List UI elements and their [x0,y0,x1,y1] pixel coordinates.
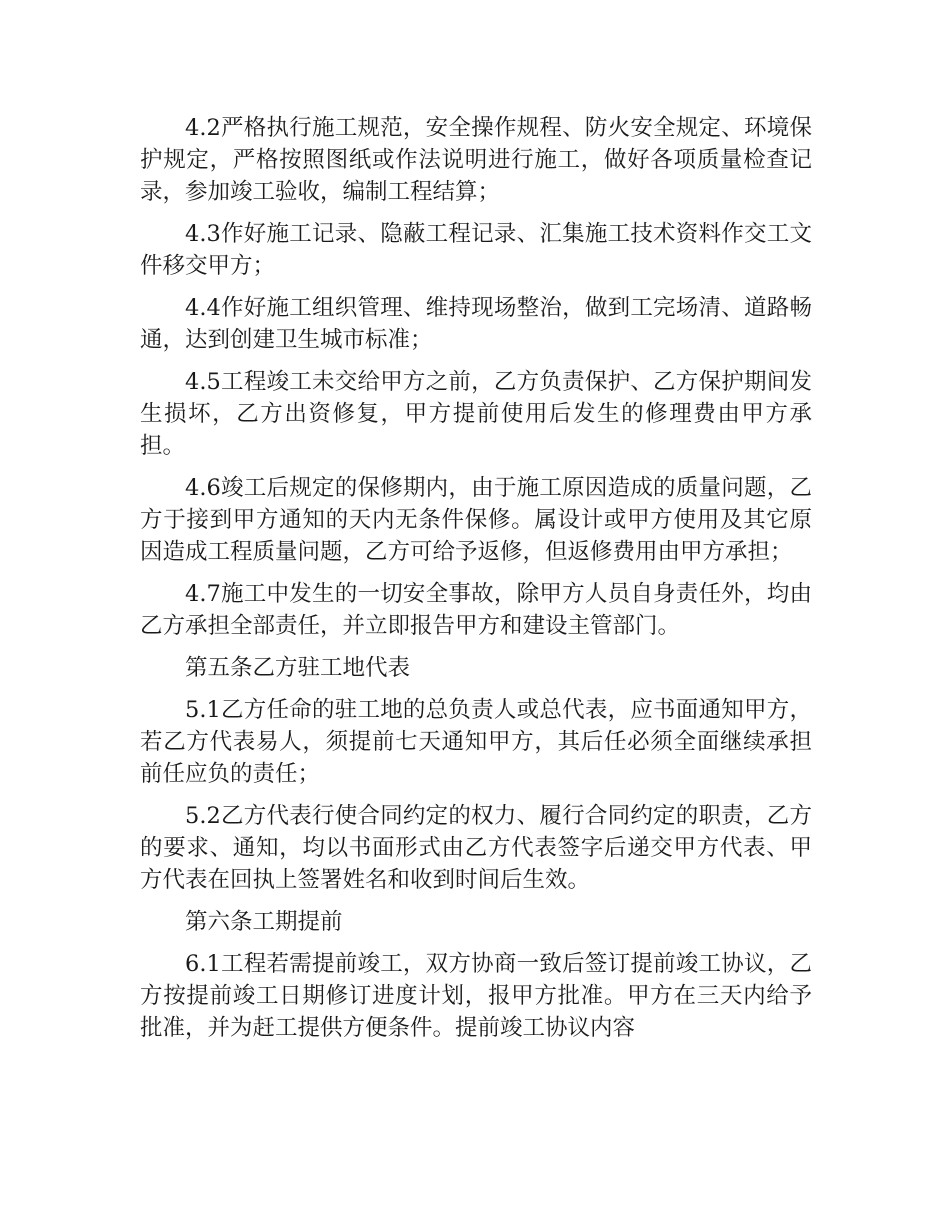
clause-4-7: 4.7施工中发生的一切安全事故，除甲方人员自身责任外，均由乙方承担全部责任，并立即报告甲方和建设主管部门。 [140,581,812,639]
clause-4-2: 4.2严格执行施工规范，安全操作规程、防火安全规定、环境保护规定，严格按照图纸或作法说明进行施工，做好各项质量检查记录，参加竣工验收，编制工程结算； [140,115,812,205]
clause-5-2: 5.2乙方代表行使合同约定的权力、履行合同约定的职责，乙方的要求、通知，均以书面形式由乙方代表签字后递交甲方代表、甲方代表在回执上签署姓名和收到时间后生效。 [140,803,812,893]
article-6-heading: 第六条工期提前 [185,909,343,935]
clause-4-4: 4.4作好施工组织管理、维持现场整治，做到工完场清、道路畅通，达到创建卫生城市标准； [140,295,812,353]
article-5-heading: 第五条乙方驻工地代表 [185,655,411,681]
clause-4-3: 4.3作好施工记录、隐蔽工程记录、汇集施工技术资料作交工文件移交甲方； [140,221,812,279]
clause-6-1: 6.1工程若需提前竣工，双方协商一致后签订提前竣工协议，乙方按提前竣工日期修订进度计划，报甲方批准。甲方在三天内给予批准，并为赶工提供方便条件。提前竣工协议内容 [140,951,812,1041]
clause-5-1: 5.1乙方任命的驻工地的总负责人或总代表，应书面通知甲方，若乙方代表易人，须提前七天通知甲方，其后任必须全面继续承担前任应负的责任； [140,697,812,787]
document-page [140,112,812,1054]
clause-4-6: 4.6竣工后规定的保修期内，由于施工原因造成的质量问题，乙方于接到甲方通知的天内无条件保修。属设计或甲方使用及其它原因造成工程质量问题，乙方可给予返修，但返修费用由甲方承担； [140,475,812,565]
clause-4-5: 4.5工程竣工未交给甲方之前，乙方负责保护、乙方保护期间发生损坏，乙方出资修复，甲方提前使用后发生的修理费由甲方承担。 [140,369,812,459]
